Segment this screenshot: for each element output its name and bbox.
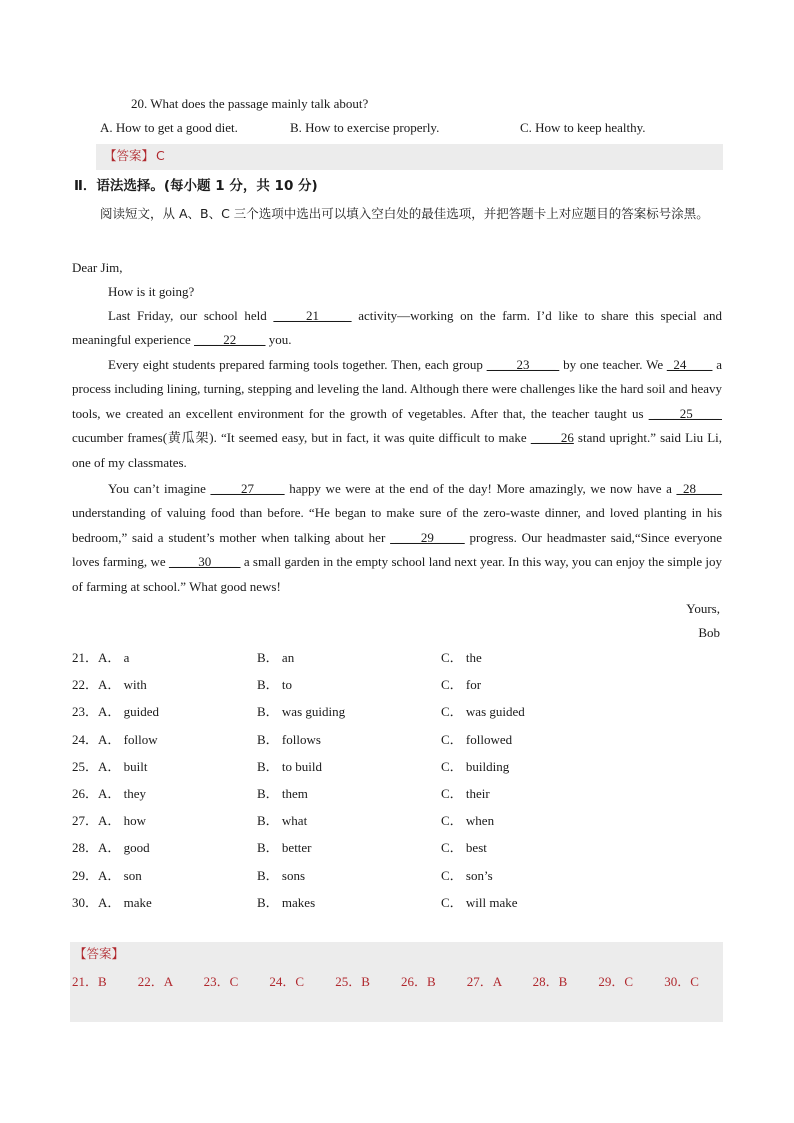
q20-option-c: C. How to keep healthy. [520,120,646,135]
option-a: 22．A． with [72,677,147,693]
q20-answer-bar [96,144,723,170]
option-c: C． when [441,813,495,829]
blank-25: ____25____ [648,405,722,421]
answer-key-item: 25．B [335,974,370,989]
option-a: 25．A． built [72,758,148,774]
blank-24: _24____ [666,357,713,372]
q20-answer [104,146,165,164]
q20-answer-value: C [156,148,165,163]
letter-signature: Bob [698,625,720,640]
option-b: B． sons [257,867,306,883]
answer-key-item: 30．C [664,974,699,989]
option-a: 27．A． how [72,813,147,829]
option-b: B． what [257,813,308,829]
letter-paragraph-3: Every eight students prepared farming tools together. Then, each group ____23____ by one teacher. We _24____ a process including lining, turning, stepping and leveling the land. Although there were challenges like the hard soil and heavy tools, we created an excellent environment for the growth of vegetables. After that, the teacher taught us ____25____ cucumber frames(黄瓜架). “It seemed easy, but in fact, it was quite difficult to make ____26 stand upright.” said Liu Li, one of my classmates. [72,357,722,470]
option-c: C． building [441,758,510,774]
question-20-stem: 20. What does the passage mainly talk about? [131,96,369,111]
answer-key-item: 22．A [137,974,174,989]
blank-30: ____30____ [168,554,241,570]
blank-27: ____27____ [210,481,285,496]
option-c: C． was guided [441,704,525,720]
option-a: 26．A． they [72,786,147,801]
blank-23: ____23____ [486,357,560,372]
option-a: 23．A． guided [72,704,160,720]
answer-key-item: 28．B [532,974,568,989]
blank-22: ____22____ [194,332,266,348]
option-c: C． the [441,650,482,665]
answer-key-label: 【答案】 [74,946,125,961]
option-b: B． was guiding [257,704,346,720]
option-b: B． follows [257,731,321,747]
blank-29: ____29____ [390,529,465,545]
option-a: 29．A． son [72,867,142,883]
section-title: Ⅱ．语法选择。(每小题 1 分，共 10 分) [74,178,318,194]
option-a: 21．A． a [72,650,130,665]
q20-option-b: B. How to exercise properly. [290,120,440,135]
option-b: B． to [257,677,293,693]
option-a: 24．A． follow [72,731,158,747]
q20-answer-label: 【答案】 [104,148,155,163]
option-c: C． their [441,786,490,801]
letter-paragraph-2: Last Friday, our school held ____21____ activity—working on the farm. I’d like to share this special and meaningful experience ____22____ you. [72,308,723,348]
option-b: B． makes [257,894,316,910]
answer-key-item: 24．C [269,974,305,989]
option-a: 30．A． make [72,894,152,910]
option-b: B． better [257,840,312,856]
option-a: 28．A． good [72,840,150,856]
option-c: C． will make [441,894,518,910]
option-c: C． best [441,840,487,856]
option-b: B． them [257,786,308,801]
option-b: B． an [257,650,295,665]
option-c: C． followed [441,731,513,747]
letter-greeting: Dear Jim, [72,260,123,275]
blank-21: ____21____ [273,308,352,323]
q20-option-a: A. How to get a good diet. [100,120,238,135]
option-c: C． for [441,677,482,693]
blank-28: _28____ [676,481,722,496]
answer-key-item: 27．A [466,974,503,989]
answer-key-item: 26．B [401,974,436,989]
section-instruction: 阅读短文，从 A、B、C 三个选项中选出可以填入空白处的最佳选项，并把答题卡上对应题目的答案标号涂黑。 [100,206,709,221]
letter-paragraph-4: You can’t imagine ____27____ happy we were at the end of the day! More amazingly, we now have a _28____ understanding of valuing food than before. “He began to make sure of the zero-waste dinner, and loved planting in his bedroom,” said a student’s mother when talking about her ____29____ progress. Our headmaster said,“Since everyone loves farming, we ____30____ a small garden in the empty school land next year. In this way, you can enjoy the simple joy of farming at school.” What good news! [72,481,723,594]
answer-key-item: 21．B [72,974,107,989]
letter-closing: Yours, [686,601,720,616]
blank-26: ____26 [530,430,574,446]
answer-key-item: 23．C [203,974,239,989]
option-b: B． to build [257,758,323,774]
answer-key-item: 29．C [598,974,634,989]
letter-paragraph-1: How is it going? [108,284,195,299]
option-c: C． son’s [441,867,493,883]
